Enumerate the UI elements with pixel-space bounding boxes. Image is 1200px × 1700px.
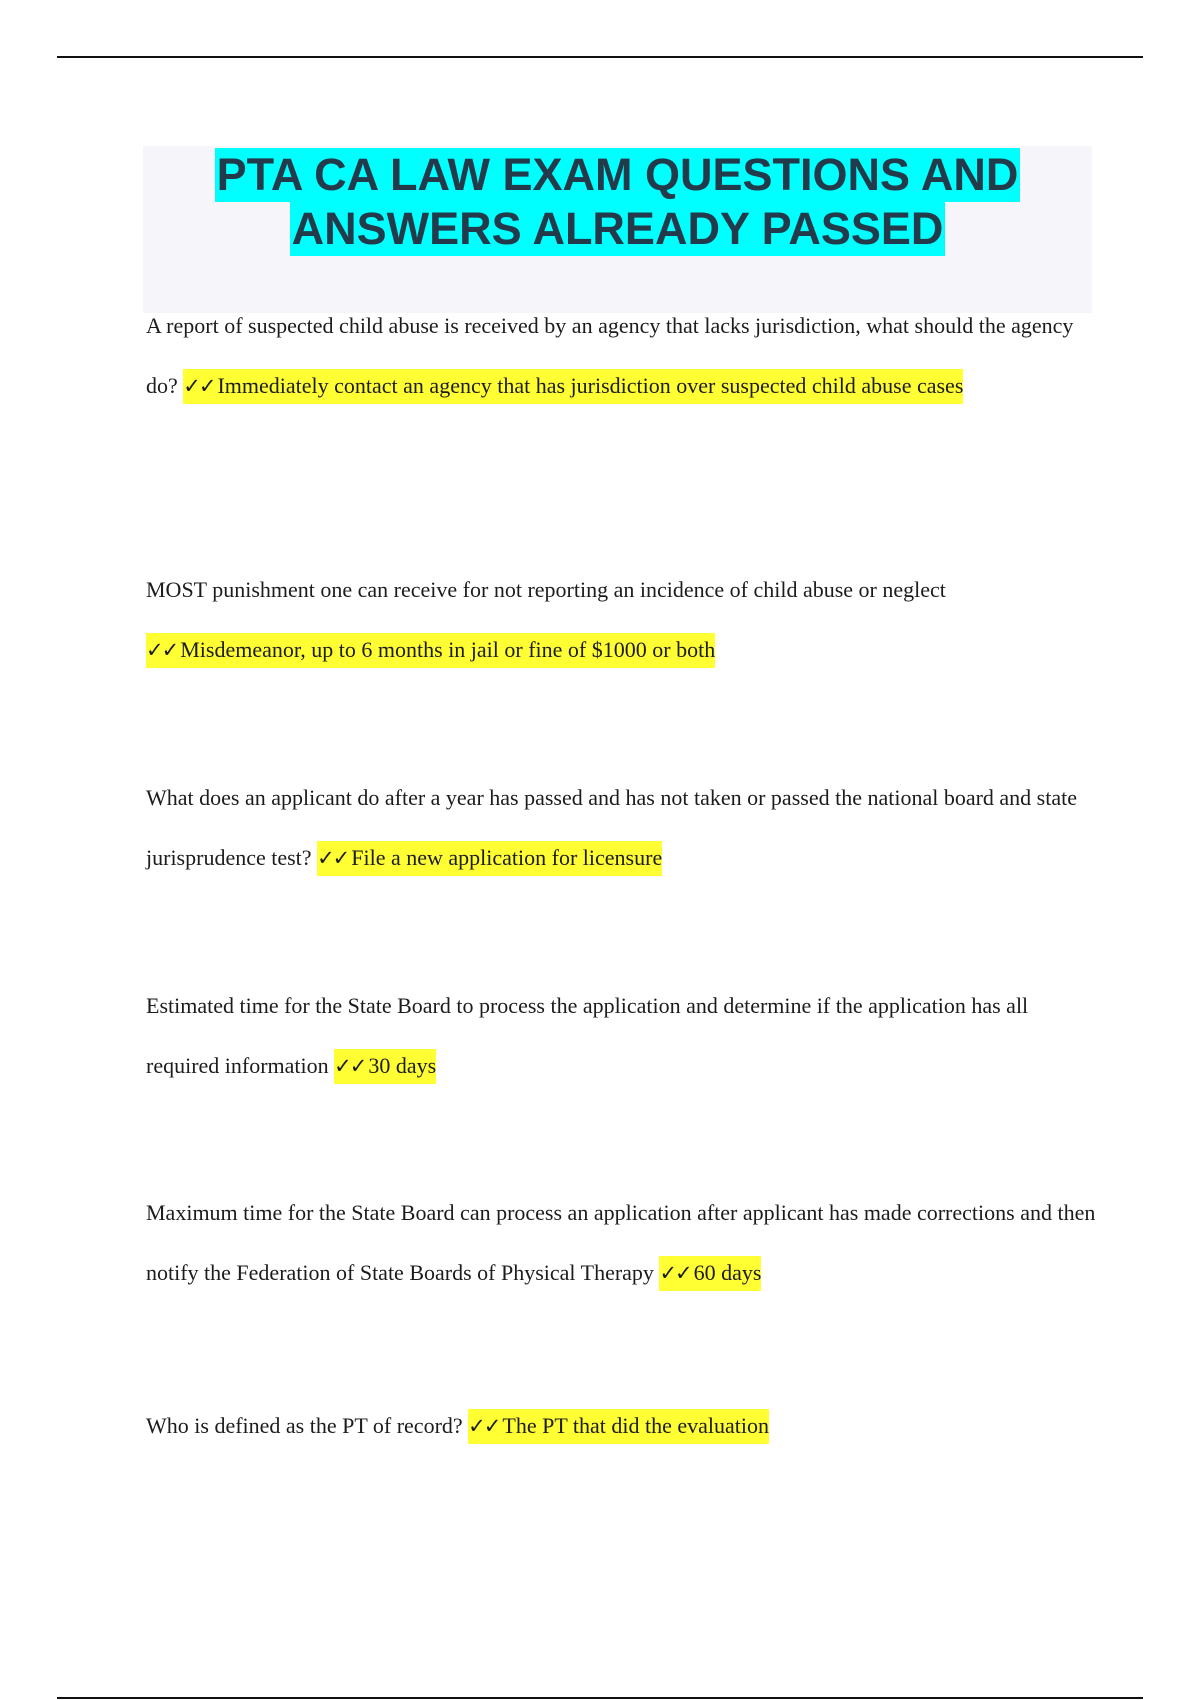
answer-text: 60 days bbox=[693, 1260, 762, 1285]
qa-item-1 bbox=[146, 296, 1096, 416]
answer-highlight bbox=[317, 841, 662, 876]
question-text: MOST punishment one can receive for not reporting an incidence of child abuse or neglect bbox=[146, 577, 946, 602]
question-text: What does an applicant do after a year has passed and has not taken or passed the national board and state jurisprudence test? bbox=[146, 785, 1077, 870]
qa-item-4 bbox=[146, 976, 1096, 1096]
double-check-icon: ✓✓ bbox=[183, 374, 215, 398]
answer-text: File a new application for licensure bbox=[351, 845, 663, 870]
answer-highlight bbox=[659, 1256, 761, 1291]
question-text: Estimated time for the State Board to process the application and determine if the application has all required information bbox=[146, 993, 1029, 1078]
answer-highlight bbox=[183, 369, 963, 404]
question-text: Maximum time for the State Board can process an application after applicant has made corrections and then notify the Federation of State Boards of Physical Therapy bbox=[146, 1200, 1096, 1285]
document-title-line-1: PTA CA LAW EXAM QUESTIONS AND bbox=[216, 149, 1019, 200]
double-check-icon: ✓✓ bbox=[317, 846, 349, 870]
answer-text: The PT that did the evaluation bbox=[502, 1413, 769, 1438]
footer-rule bbox=[57, 1697, 1143, 1699]
answer-text: Immediately contact an agency that has jurisdiction over suspected child abuse cases bbox=[217, 373, 964, 398]
answer-highlight bbox=[468, 1409, 769, 1444]
qa-item-2 bbox=[146, 560, 1096, 680]
qa-item-6 bbox=[146, 1396, 1096, 1456]
answer-text: Misdemeanor, up to 6 months in jail or fine of $1000 or both bbox=[180, 637, 716, 662]
double-check-icon: ✓✓ bbox=[334, 1054, 366, 1078]
title-block bbox=[143, 146, 1092, 313]
answer-highlight bbox=[146, 633, 715, 668]
qa-item-3 bbox=[146, 768, 1096, 888]
double-check-icon: ✓✓ bbox=[468, 1414, 500, 1438]
answer-highlight bbox=[334, 1049, 436, 1084]
qa-item-5 bbox=[146, 1183, 1096, 1303]
document-title-line-2: ANSWERS ALREADY PASSED bbox=[291, 203, 944, 254]
double-check-icon: ✓✓ bbox=[146, 638, 178, 662]
header-rule bbox=[57, 56, 1143, 58]
double-check-icon: ✓✓ bbox=[659, 1261, 691, 1285]
question-text: A report of suspected child abuse is received by an agency that lacks jurisdiction, what should the agency do? bbox=[146, 313, 1074, 398]
answer-text: 30 days bbox=[368, 1053, 437, 1078]
question-text: Who is defined as the PT of record? bbox=[146, 1413, 463, 1438]
